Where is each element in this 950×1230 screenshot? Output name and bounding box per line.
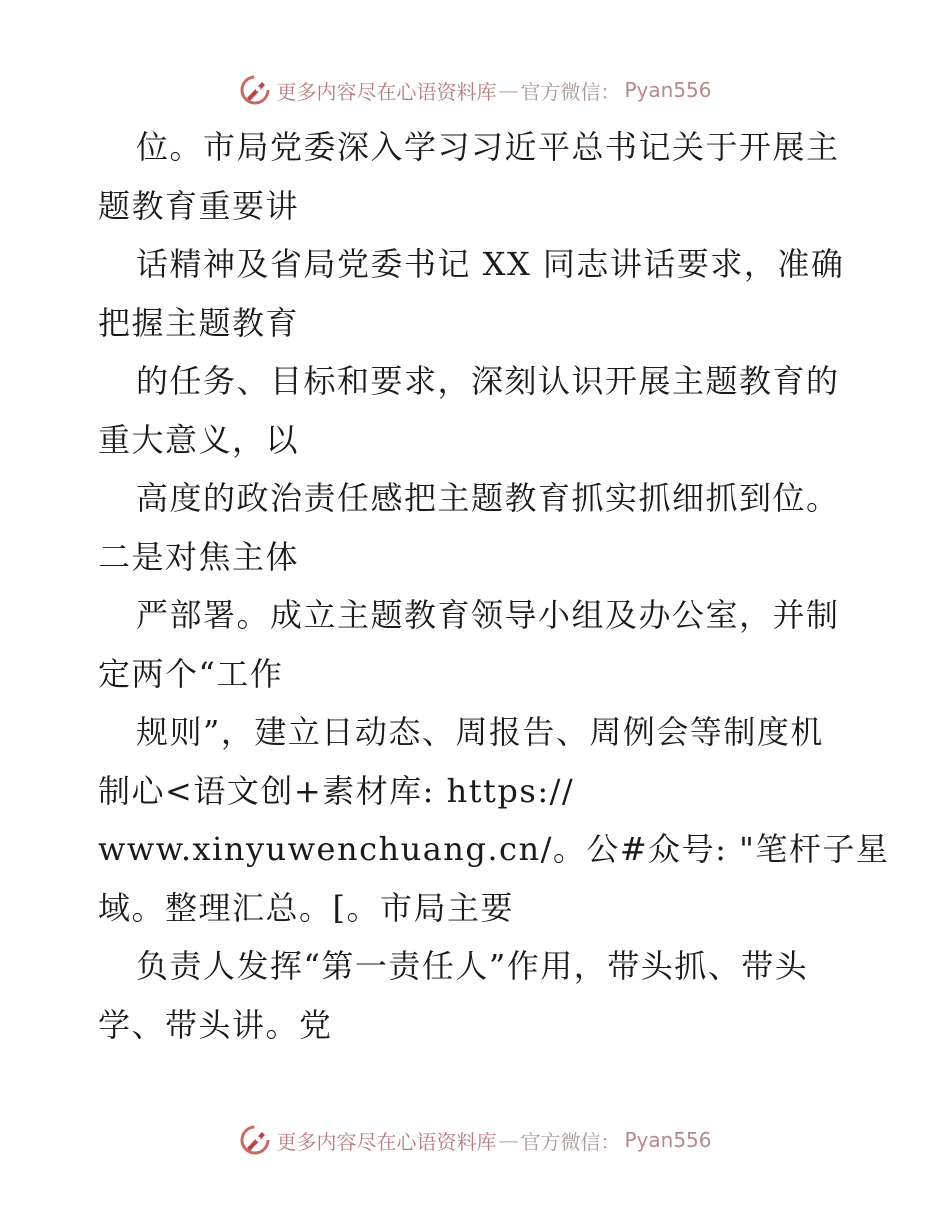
text-line: 位。市局党委深入学习习近平总书记关于开展主: [136, 128, 840, 166]
banner-wechat-id: Pyan556: [624, 78, 712, 102]
banner-wechat-label: 官方微信：: [520, 79, 621, 104]
text-line: 高度的政治责任感把主题教育抓实抓细抓到位。: [136, 479, 840, 517]
text-line: 定两个“工作: [98, 654, 284, 693]
text-line: 的任务、目标和要求，深刻认识开展主题教育的: [136, 362, 840, 400]
banner-dash: —: [498, 1128, 519, 1152]
header-watermark: [0, 70, 950, 110]
text-line: 二是对焦主体: [98, 537, 300, 576]
brush-logo-icon: [238, 73, 272, 107]
text-line: 题教育重要讲: [98, 186, 300, 225]
text-line: www.xinyuwenchuang.cn/。公#众号: "笔杆子星: [98, 830, 890, 868]
banner-brand-text: 更多内容尽在心语资料库: [276, 1129, 497, 1154]
text-line: 话精神及省局党委书记 XX 同志讲话要求，准确: [136, 245, 845, 283]
banner-wechat-label: 官方微信：: [520, 1129, 621, 1154]
footer-watermark: [0, 1120, 950, 1160]
text-line: 域。整理汇总。[。市局主要: [98, 888, 514, 927]
document-body: [98, 118, 890, 1054]
text-line: 制心<语文创+素材库: https://: [98, 771, 575, 810]
banner-dash: —: [498, 78, 519, 102]
text-line: 规则”，建立日动态、周报告、周例会等制度机: [136, 713, 824, 751]
banner-brand-text: 更多内容尽在心语资料库: [276, 79, 497, 104]
text-line: 负责人发挥“第一责任人”作用，带头抓、带头: [136, 947, 809, 985]
text-line: 学、带头讲。党: [98, 1005, 333, 1044]
brush-logo-icon: [238, 1123, 272, 1157]
text-line: 严部署。成立主题教育领导小组及办公室，并制: [136, 596, 840, 634]
banner-wechat-id: Pyan556: [624, 1128, 712, 1152]
text-line: 把握主题教育: [98, 303, 300, 342]
text-line: 重大意义，以: [98, 420, 300, 459]
